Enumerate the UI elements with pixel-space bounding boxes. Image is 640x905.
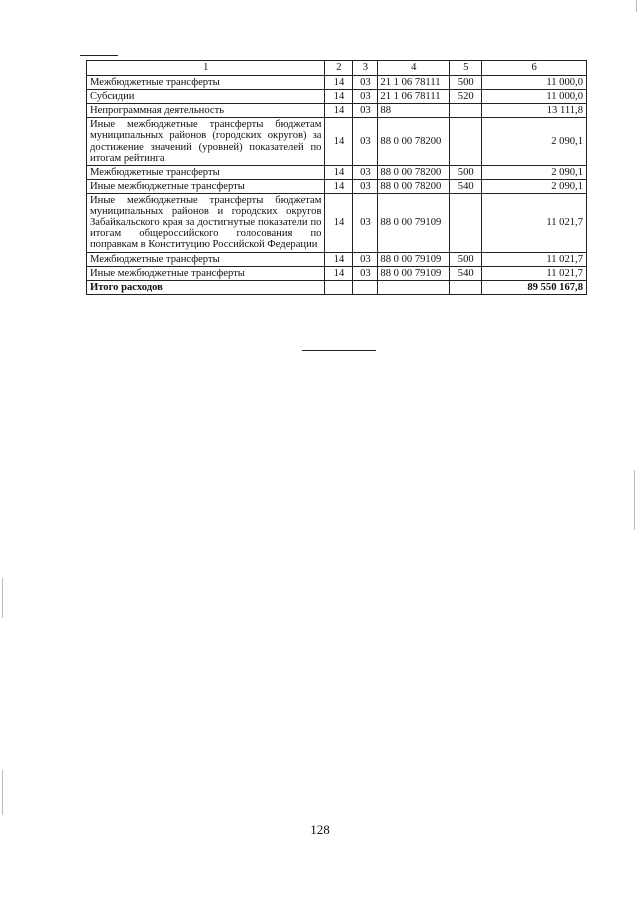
scan-edge-mark [2, 578, 3, 618]
header-col-4: 4 [378, 61, 450, 76]
row-expense-type [450, 118, 482, 165]
header-col-3: 3 [353, 61, 378, 76]
scan-edge-mark [2, 770, 3, 815]
row-subsection: 03 [353, 252, 378, 266]
row-subsection: 03 [353, 104, 378, 118]
row-amount: 2 090,1 [482, 165, 587, 179]
row-expense-type [450, 193, 482, 252]
table-row [87, 76, 587, 90]
row-expense-type: 540 [450, 266, 482, 280]
row-amount: 11 021,7 [482, 252, 587, 266]
row-section: 14 [325, 104, 353, 118]
scan-edge-mark [634, 470, 635, 530]
end-separator-line [302, 350, 376, 351]
row-target-code: 88 0 00 79109 [378, 193, 450, 252]
expenditure-table [86, 60, 587, 295]
row-target-code: 88 0 00 78200 [378, 118, 450, 165]
row-name: Субсидии [87, 90, 325, 104]
row-section: 14 [325, 118, 353, 165]
row-subsection: 03 [353, 76, 378, 90]
row-subsection: 03 [353, 165, 378, 179]
total-amount: 89 550 167,8 [482, 280, 587, 294]
row-subsection: 03 [353, 266, 378, 280]
table-row [87, 104, 587, 118]
row-name: Межбюджетные трансферты [87, 165, 325, 179]
row-name: Непрограммная деятельность [87, 104, 325, 118]
row-subsection: 03 [353, 179, 378, 193]
row-expense-type: 540 [450, 179, 482, 193]
table-row [87, 90, 587, 104]
table-row [87, 118, 587, 165]
table-row [87, 252, 587, 266]
row-target-code: 88 0 00 79109 [378, 252, 450, 266]
row-target-code: 21 1 06 78111 [378, 90, 450, 104]
row-section: 14 [325, 179, 353, 193]
scan-edge-mark [636, 0, 637, 12]
header-col-5: 5 [450, 61, 482, 76]
row-name: Иные межбюджетные трансферты [87, 179, 325, 193]
row-amount: 11 021,7 [482, 193, 587, 252]
row-section: 14 [325, 252, 353, 266]
row-amount: 11 000,0 [482, 76, 587, 90]
total-label: Итого расходов [87, 280, 325, 294]
table-row [87, 266, 587, 280]
row-subsection: 03 [353, 193, 378, 252]
row-section: 14 [325, 165, 353, 179]
row-amount: 2 090,1 [482, 118, 587, 165]
row-subsection: 03 [353, 118, 378, 165]
row-name: Межбюджетные трансферты [87, 252, 325, 266]
header-col-2: 2 [325, 61, 353, 76]
table-row [87, 165, 587, 179]
row-name: Иные межбюджетные трансферты бюджетам муниципальных районов и городских округов Забайкальского края за достигнутые показатели по итогам общероссийского голосования по поправкам в Конституцию Российской Федерации [87, 193, 325, 252]
row-expense-type [450, 104, 482, 118]
header-col-1: 1 [87, 61, 325, 76]
row-amount: 11 000,0 [482, 90, 587, 104]
row-target-code: 88 0 00 78200 [378, 165, 450, 179]
row-amount: 13 111,8 [482, 104, 587, 118]
header-col-6: 6 [482, 61, 587, 76]
table-row [87, 193, 587, 252]
row-name: Межбюджетные трансферты [87, 76, 325, 90]
table-header-row [87, 61, 587, 76]
row-target-code: 88 0 00 78200 [378, 179, 450, 193]
row-target-code: 21 1 06 78111 [378, 76, 450, 90]
page-number: 128 [310, 822, 330, 837]
row-target-code: 88 [378, 104, 450, 118]
row-amount: 2 090,1 [482, 179, 587, 193]
row-expense-type: 500 [450, 252, 482, 266]
row-subsection: 03 [353, 90, 378, 104]
row-target-code: 88 0 00 79109 [378, 266, 450, 280]
row-section: 14 [325, 76, 353, 90]
row-name: Иные межбюджетные трансферты [87, 266, 325, 280]
total-row [87, 280, 587, 294]
table-row [87, 179, 587, 193]
row-expense-type: 500 [450, 76, 482, 90]
row-name: Иные межбюджетные трансферты бюджетам муниципальных районов (городских округов) за достижение значений (уровней) показателей по итогам рейтинга [87, 118, 325, 165]
row-amount: 11 021,7 [482, 266, 587, 280]
row-expense-type: 520 [450, 90, 482, 104]
row-section: 14 [325, 90, 353, 104]
row-section: 14 [325, 266, 353, 280]
top-rule [80, 55, 118, 56]
row-section: 14 [325, 193, 353, 252]
row-expense-type: 500 [450, 165, 482, 179]
